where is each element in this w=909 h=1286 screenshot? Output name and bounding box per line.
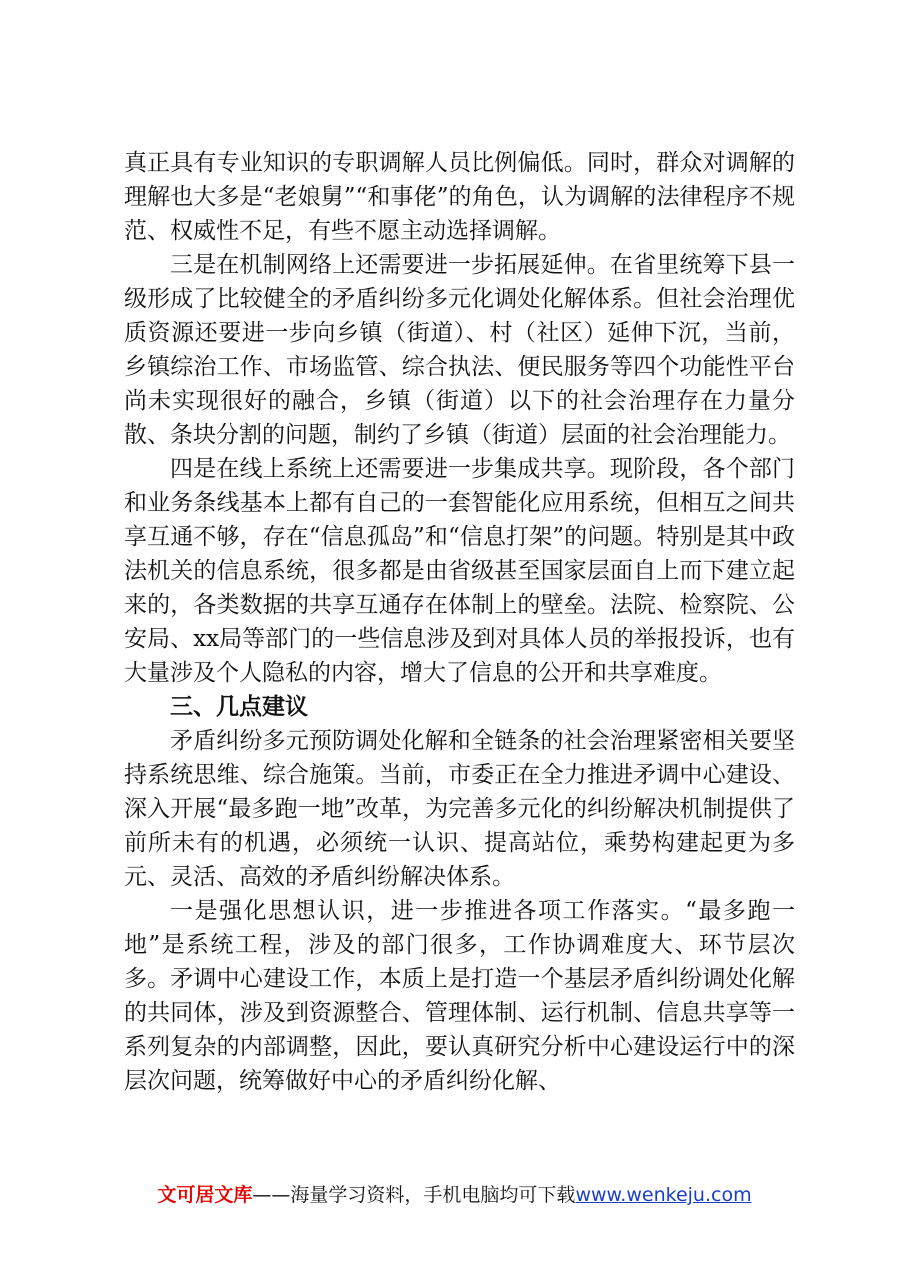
section-heading: 三、几点建议 [170,694,308,720]
paragraph-point-four: 四是在线上系统上还需要进一步集成共享。现阶段，各个部门和业务条线基本上都有自己的一套智能化应用系统，但相互之间共享互通不够，存在“信息孤岛”和“信息打架”的问题。特别是其中政法机关的信息系统，很多都是由省级甚至国家层面自上而下建立起来的，各类数据的共享互通存在体制上的壁垒。法院、检察院、公安局、xx局等部门的一些信息涉及到对具体人员的举报投诉，也有大量涉及个人隐私的内容，增大了信息的公开和共享难度。 [124,456,795,686]
footer-url-link[interactable]: www.wenkeju.com [575,1184,752,1206]
paragraph-point-three: 三是在机制网络上还需要进一步拓展延伸。在省里统筹下县一级形成了比较健全的矛盾纠纷多元化调处化解体系。但社会治理优质资源还要进一步向乡镇（街道）、村（社区）延伸下沉，当前，乡镇综治工作、市场监管、综合执法、便民服务等四个功能性平台尚未实现很好的融合，乡镇（街道）以下的社会治理存在力量分散、条块分割的问题，制约了乡镇（街道）层面的社会治理能力。 [124,252,795,448]
footer-tagline: ——海量学习资料，手机电脑均可下载 [252,1184,576,1206]
paragraph-continued: 真正具有专业知识的专职调解人员比例偏低。同时，群众对调解的理解也大多是“老娘舅”“和事佬”的角色，认为调解的法律程序不规范、权威性不足，有些不愿主动选择调解。 [124,150,795,244]
document-body [124,146,795,1098]
paragraph-suggestion-one: 一是强化思想认识，进一步推进各项工作落实。“最多跑一地”是系统工程，涉及的部门很多，工作协调难度大、环节层次多。矛调中心建设工作，本质上是打造一个基层矛盾纠纷调处化解的共同体，涉及到资源整合、管理体制、运行机制、信息共享等一系列复杂的内部调整，因此，要认真研究分析中心建设运行中的深层次问题，统筹做好中心的矛盾纠纷化解、 [124,898,795,1094]
footer-banner [0,1180,909,1207]
footer-brand: 文可居文库 [157,1184,253,1206]
paragraph-intro: 矛盾纠纷多元预防调处化解和全链条的社会治理紧密相关要坚持系统思维、综合施策。当前，市委正在全力推进矛调中心建设、深入开展“最多跑一地”改革，为完善多元化的纠纷解决机制提供了前所未有的机遇，必须统一认识、提高站位，乘势构建起更为多元、灵活、高效的矛盾纠纷解决体系。 [124,728,795,890]
